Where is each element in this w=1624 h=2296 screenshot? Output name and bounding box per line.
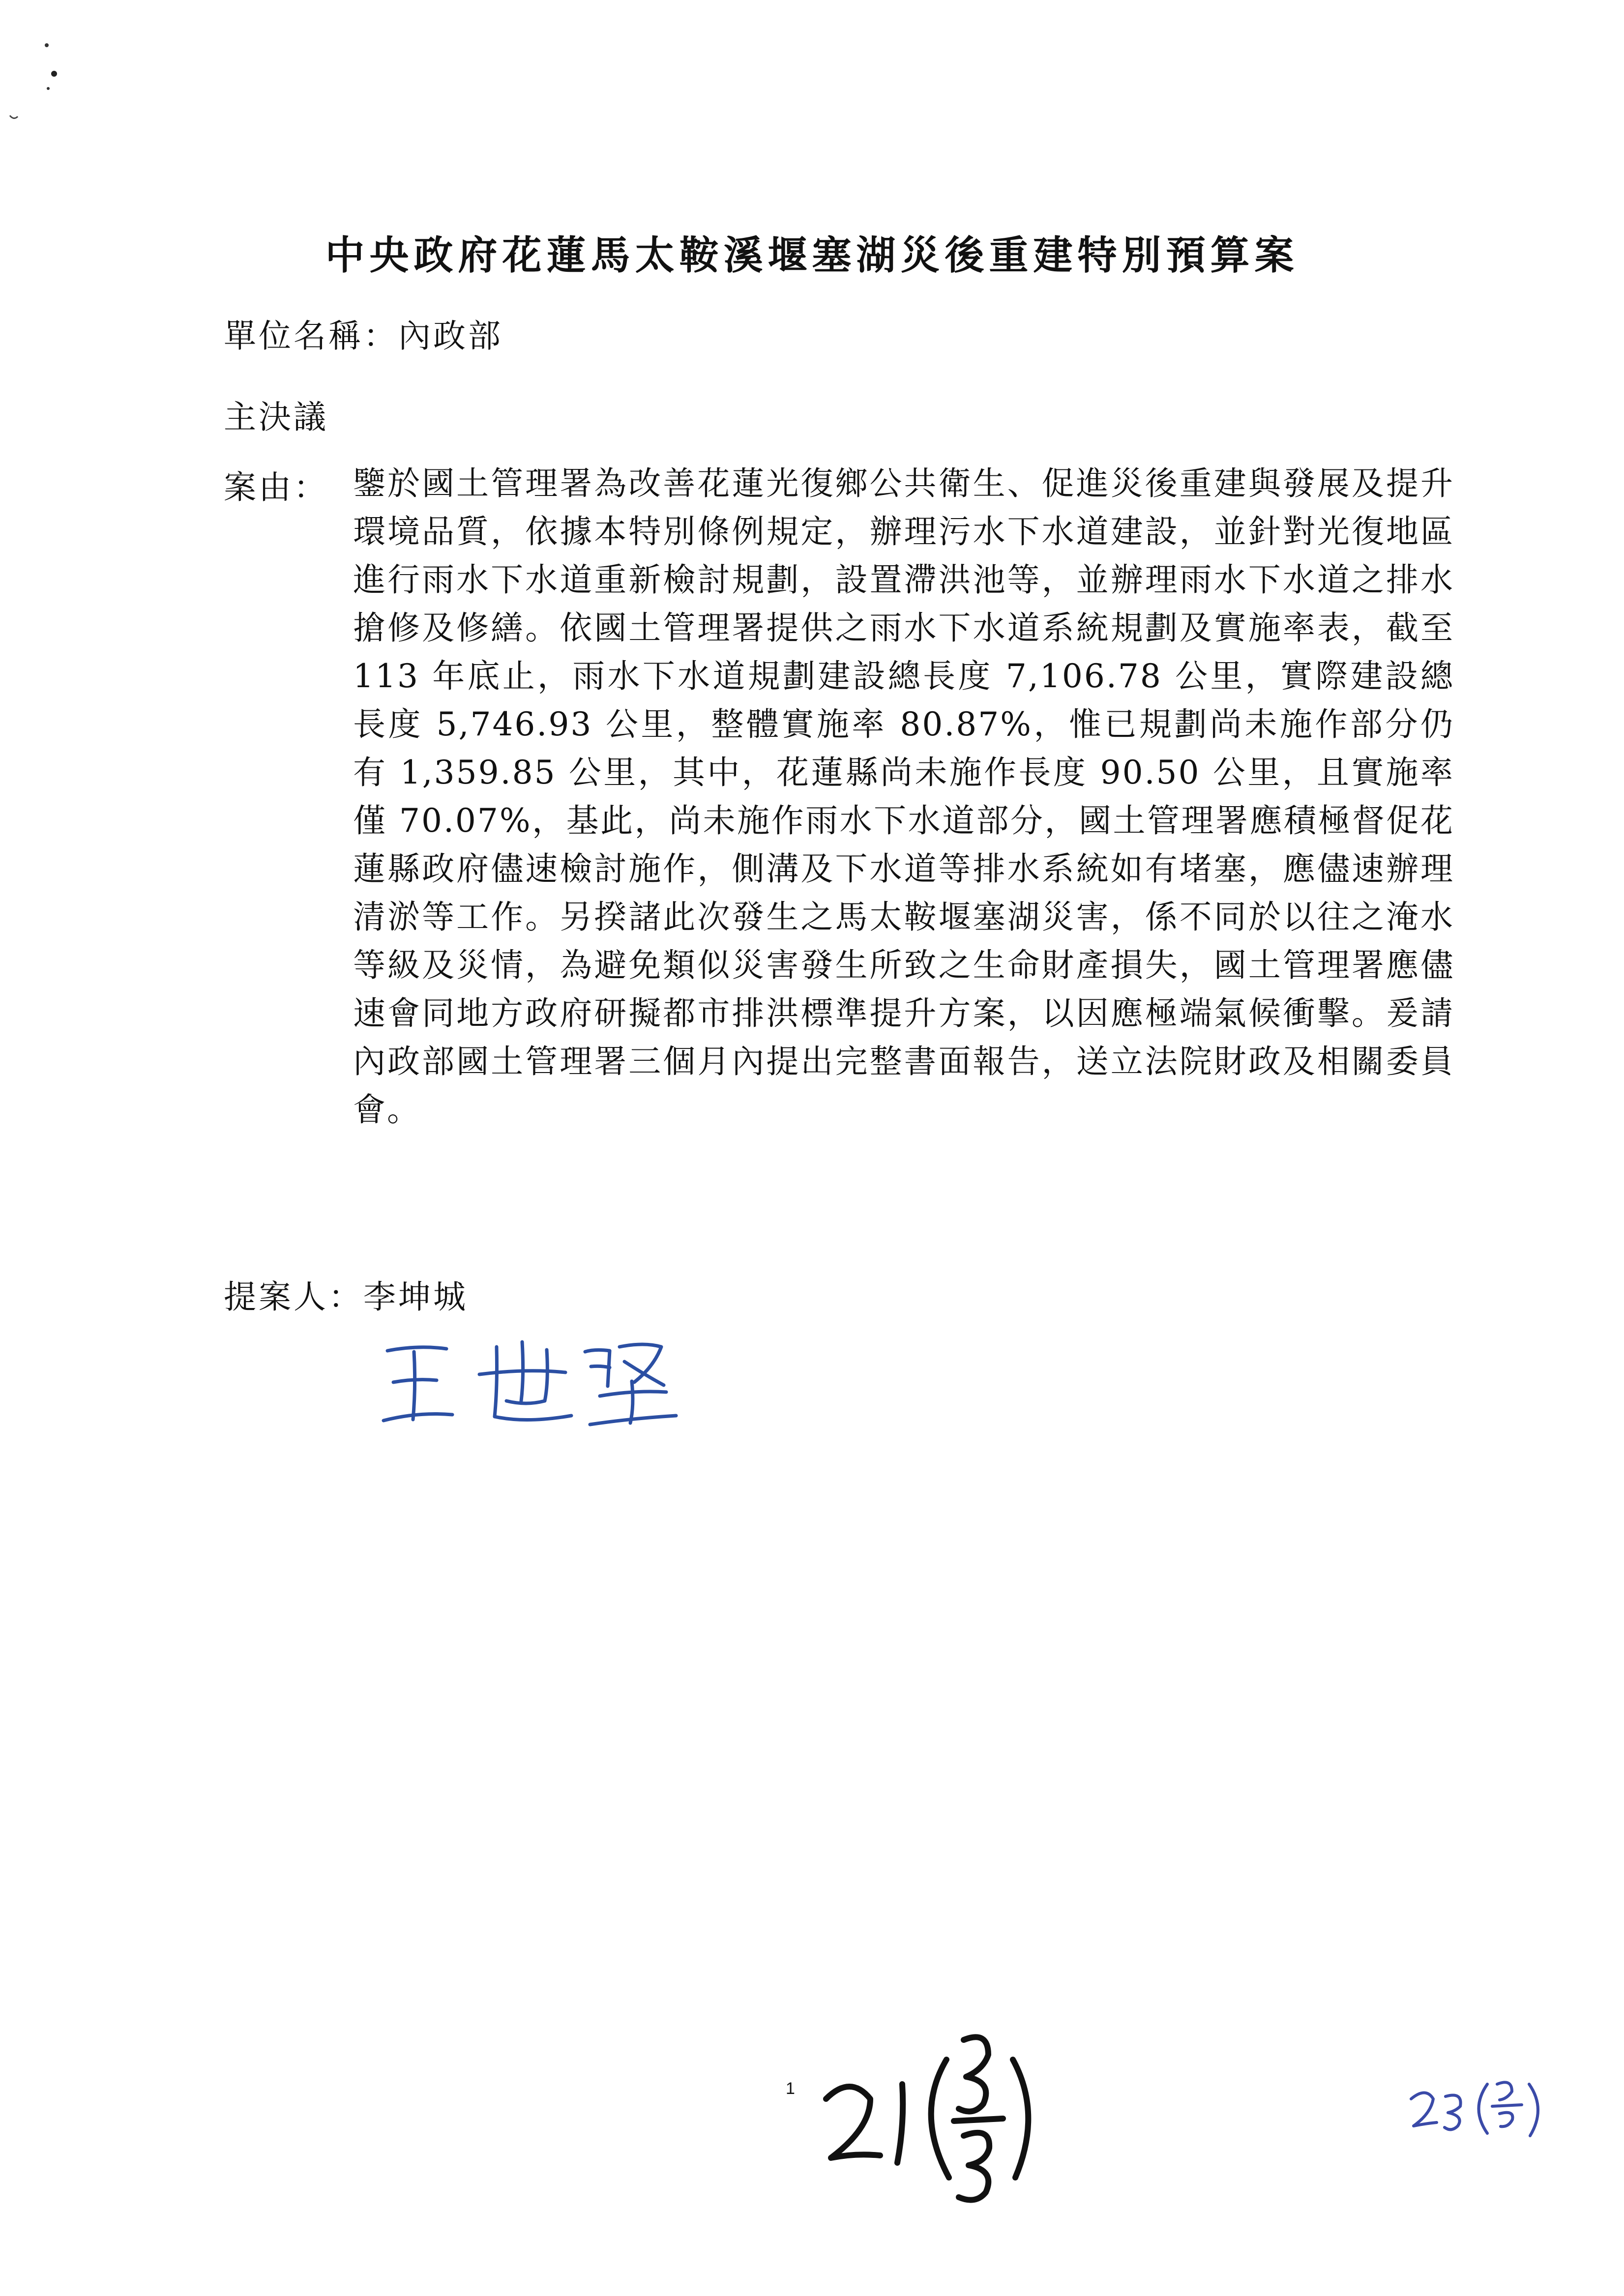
handwritten-page-mark <box>806 2030 1062 2237</box>
unit-value: 內政部 <box>398 317 503 355</box>
document-title: 中央政府花蓮馬太鞍溪堰塞湖災後重建特別預算案 <box>325 232 1299 278</box>
reason-text: 鑒於國土管理署為改善花蓮光復鄉公共衛生、促進災後重建與發展及提升環境品質，依據本特別條例規定，辦理污水下水道建設，並針對光復地區進行雨水下水道重新檢討規劃，設置滯洪池等，並辦理雨水下水道之排水搶修及修繕。依國土管理署提供之雨水下水道系統規劃及實施率表，截至 113 年底止，雨水下水道規劃建設總長度 7,106.78 公里，實際建設總長度 5,746.93 公里，整體實施率 80.87%，惟已規劃尚未施作部分仍有 1,359.85 公里，其中，花蓮縣尚未施作長度 90.50 公里，且實施率僅 70.07%，基此，尚未施作雨水下水道部分，國土管理署應積極督促花蓮縣政府儘速檢討施作，側溝及下水道等排水系統如有堵塞，應儘速辦理清淤等工作。另揆諸此次發生之馬太鞍堰塞湖災害，係不同於以往之淹水等級及災情，為避免類似災害發生所致之生命財產損失，國土管理署應儘速會同地方政府研擬都市排洪標準提升方案，以因應極端氣候衝擊。爰請內政部國土管理署三個月內提出完整書面報告，送立法院財政及相關委員會。 <box>353 465 1454 1129</box>
proposer-line <box>224 1271 468 1317</box>
scan-specks <box>0 0 98 147</box>
reason-label: 案由： <box>224 468 328 506</box>
unit-line <box>224 310 503 356</box>
cosigner-signature <box>379 1327 683 1435</box>
page-number: 1 <box>786 2079 795 2098</box>
proposer-name: 李坤城 <box>363 1278 468 1316</box>
handwritten-note <box>1406 2064 1564 2153</box>
proposer-label: 提案人： <box>224 1278 363 1316</box>
decision-type: 主決議 <box>224 398 328 436</box>
unit-label: 單位名稱： <box>224 317 398 355</box>
